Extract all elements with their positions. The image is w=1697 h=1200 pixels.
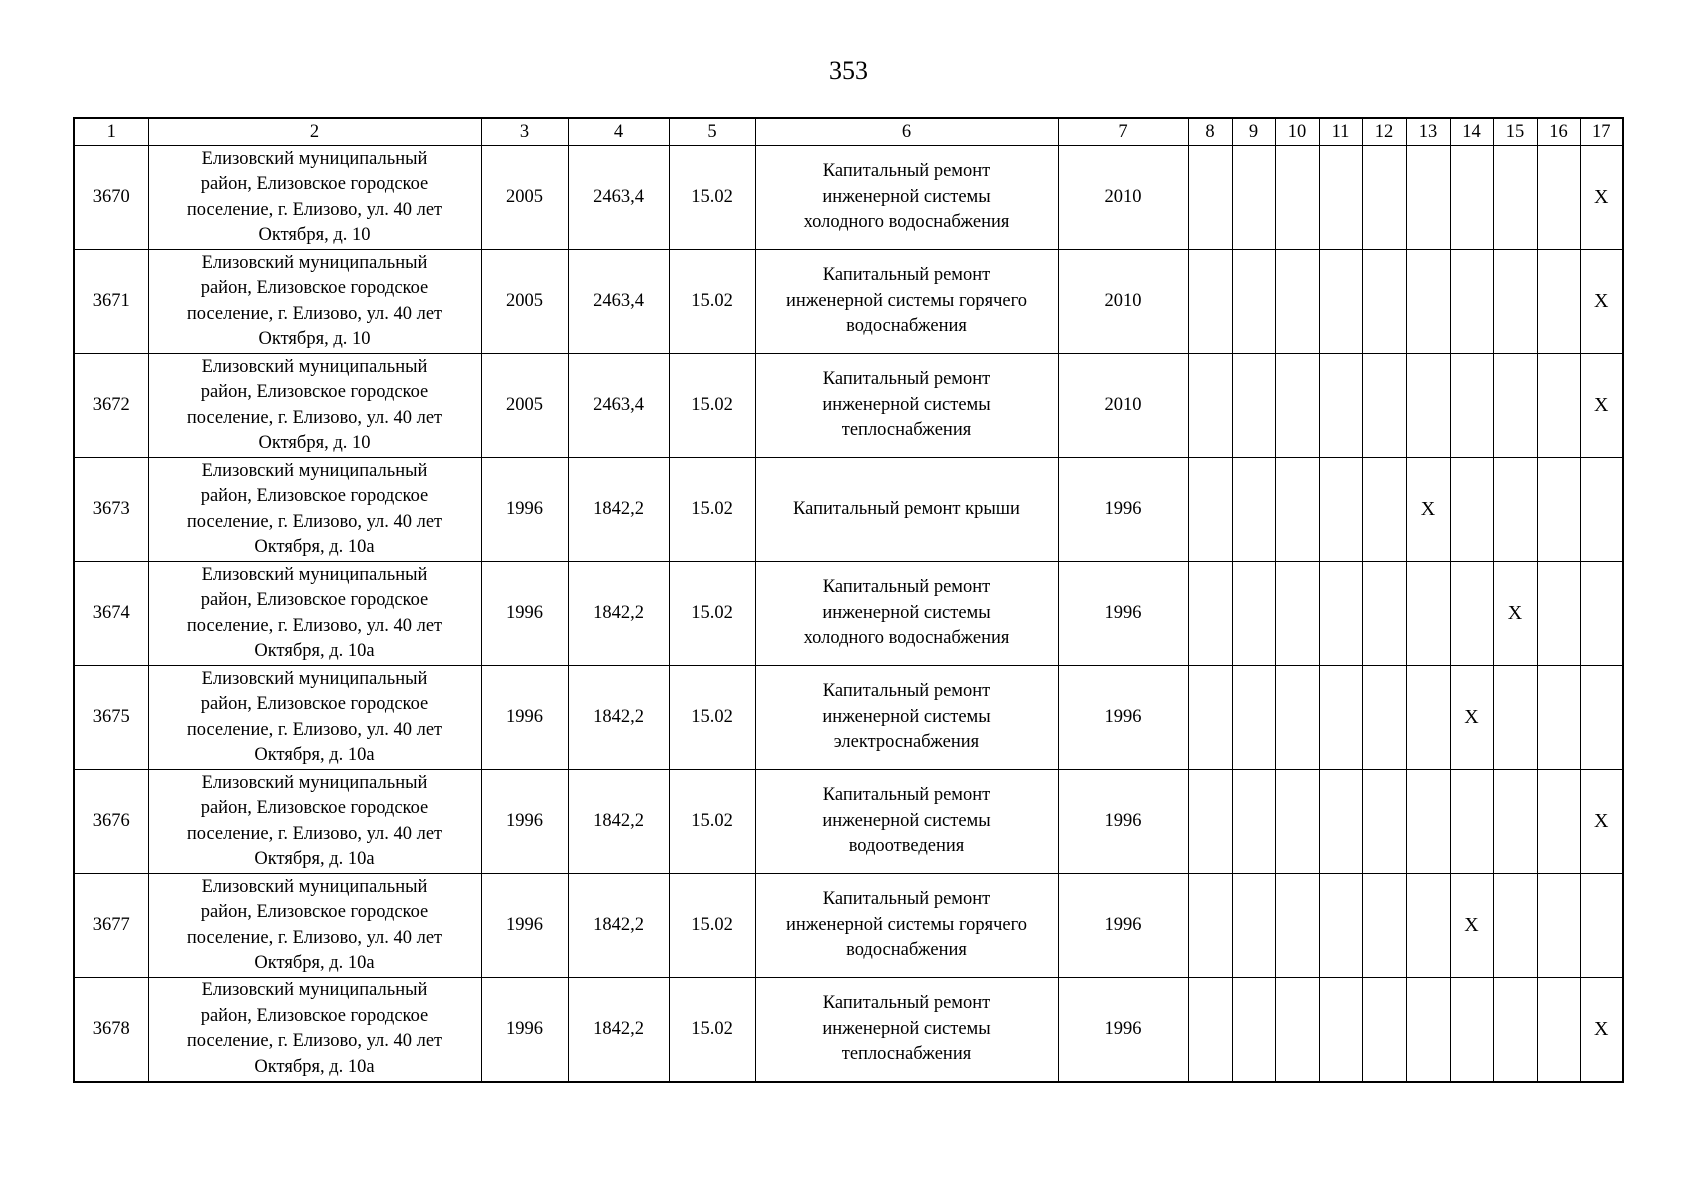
code-cell: 15.02 [669, 666, 755, 770]
mark-cell [1493, 146, 1537, 250]
mark-cell [1537, 146, 1580, 250]
work-year-cell: 1996 [1058, 458, 1188, 562]
address-cell-line: поселение, г. Елизово, ул. 40 лет [186, 407, 443, 428]
mark-cell [1493, 770, 1537, 874]
mark-cell [1406, 770, 1450, 874]
year-built-cell: 1996 [481, 458, 568, 562]
mark-cell: X [1450, 666, 1493, 770]
column-header: 13 [1406, 118, 1450, 146]
area-cell: 1842,2 [568, 458, 669, 562]
column-header: 17 [1580, 118, 1623, 146]
year-built-cell: 1996 [481, 666, 568, 770]
work-type-cell-line: Капитальный ремонт [822, 577, 991, 598]
page-number: 353 [829, 56, 868, 85]
work-year-cell: 2010 [1058, 146, 1188, 250]
mark-cell [1188, 562, 1232, 666]
table-body [74, 146, 1623, 1082]
work-type-cell-line: Капитальный ремонт [822, 785, 991, 806]
mark-cell [1362, 354, 1406, 458]
mark-cell [1537, 874, 1580, 978]
address-cell [148, 146, 481, 250]
address-cell-line: Октября, д. 10 [258, 329, 371, 349]
column-header: 3 [481, 118, 568, 146]
table-row [74, 978, 1623, 1082]
work-type-cell-line: Капитальный ремонт [822, 369, 991, 390]
work-type-cell-line: Капитальный ремонт [822, 681, 991, 702]
address-cell-line: поселение, г. Елизово, ул. 40 лет [186, 1031, 443, 1052]
work-type-cell [755, 354, 1058, 458]
year-built-cell: 2005 [481, 146, 568, 250]
work-type-cell [755, 874, 1058, 978]
address-cell-line: район, Елизовское городское [200, 382, 429, 402]
address-cell [148, 978, 481, 1082]
column-header: 1 [74, 118, 148, 146]
code-cell: 15.02 [669, 978, 755, 1082]
mark-cell [1232, 146, 1275, 250]
mark-cell [1406, 250, 1450, 354]
mark-cell [1537, 458, 1580, 562]
mark-cell [1580, 666, 1623, 770]
row-number-cell: 3677 [74, 874, 148, 978]
row-number-cell: 3671 [74, 250, 148, 354]
table-row [74, 146, 1623, 250]
work-type-cell-line: инженерной системы [822, 602, 991, 623]
mark-cell [1275, 666, 1319, 770]
row-number-cell: 3674 [74, 562, 148, 666]
work-type-cell [755, 562, 1058, 666]
mark-cell [1188, 354, 1232, 458]
mark-cell: X [1580, 978, 1623, 1082]
address-cell-line: район, Елизовское городское [200, 174, 429, 194]
column-header: 16 [1537, 118, 1580, 146]
work-type-cell-line: Капитальный ремонт крыши [793, 498, 1020, 519]
mark-cell: X [1450, 874, 1493, 978]
mark-cell [1188, 666, 1232, 770]
work-type-cell-line: инженерной системы горячего [786, 914, 1027, 935]
mark-cell [1275, 770, 1319, 874]
work-type-cell-line: Капитальный ремонт [822, 993, 991, 1013]
row-number-cell: 3675 [74, 666, 148, 770]
mark-cell [1232, 666, 1275, 770]
row-number-cell: 3670 [74, 146, 148, 250]
column-header: 10 [1275, 118, 1319, 146]
column-header: 2 [148, 118, 481, 146]
mark-cell [1493, 458, 1537, 562]
work-year-cell: 1996 [1058, 562, 1188, 666]
table-row [74, 770, 1623, 874]
mark-cell [1362, 770, 1406, 874]
address-cell-line: Октября, д. 10а [254, 953, 375, 973]
mark-cell [1580, 874, 1623, 978]
mark-cell [1275, 874, 1319, 978]
column-header: 7 [1058, 118, 1188, 146]
address-cell [148, 666, 481, 770]
mark-cell [1450, 562, 1493, 666]
work-type-cell-line: водоотведения [848, 836, 965, 857]
area-cell: 1842,2 [568, 874, 669, 978]
table-row [74, 874, 1623, 978]
work-type-cell-line: Капитальный ремонт [822, 161, 991, 182]
mark-cell [1493, 250, 1537, 354]
mark-cell [1450, 770, 1493, 874]
address-cell [148, 562, 481, 666]
address-cell-line: Октября, д. 10а [254, 641, 375, 661]
mark-cell [1537, 250, 1580, 354]
address-cell-line: Октября, д. 10 [258, 225, 371, 245]
mark-cell [1232, 250, 1275, 354]
work-year-cell: 2010 [1058, 354, 1188, 458]
table-row [74, 666, 1623, 770]
mark-cell [1493, 666, 1537, 770]
mark-cell [1362, 978, 1406, 1082]
mark-cell [1188, 146, 1232, 250]
area-cell: 1842,2 [568, 562, 669, 666]
mark-cell [1188, 874, 1232, 978]
mark-cell [1450, 354, 1493, 458]
mark-cell: X [1580, 354, 1623, 458]
mark-cell [1406, 354, 1450, 458]
year-built-cell: 1996 [481, 978, 568, 1082]
mark-cell [1362, 562, 1406, 666]
mark-cell [1275, 978, 1319, 1082]
year-built-cell: 1996 [481, 874, 568, 978]
column-header: 14 [1450, 118, 1493, 146]
year-built-cell: 2005 [481, 354, 568, 458]
address-cell-line: Октября, д. 10а [254, 849, 375, 869]
mark-cell [1232, 770, 1275, 874]
address-cell-line: поселение, г. Елизово, ул. 40 лет [186, 303, 443, 324]
address-cell-line: Елизовский муниципальный [201, 668, 428, 689]
address-cell-line: Елизовский муниципальный [201, 356, 428, 377]
address-cell-line: район, Елизовское городское [200, 798, 429, 818]
table-row [74, 458, 1623, 562]
work-type-cell-line: инженерной системы [822, 810, 991, 831]
mark-cell [1232, 354, 1275, 458]
mark-cell [1362, 458, 1406, 562]
mark-cell [1319, 250, 1362, 354]
work-type-cell [755, 458, 1058, 562]
code-cell: 15.02 [669, 562, 755, 666]
address-cell-line: поселение, г. Елизово, ул. 40 лет [186, 823, 443, 844]
column-header: 6 [755, 118, 1058, 146]
column-header: 11 [1319, 118, 1362, 146]
address-cell [148, 874, 481, 978]
mark-cell [1188, 250, 1232, 354]
column-header: 15 [1493, 118, 1537, 146]
mark-cell [1362, 250, 1406, 354]
mark-cell [1537, 354, 1580, 458]
mark-cell [1580, 458, 1623, 562]
mark-cell [1319, 978, 1362, 1082]
mark-cell [1406, 978, 1450, 1082]
work-type-cell-line: инженерной системы [822, 706, 991, 727]
mark-cell [1188, 770, 1232, 874]
mark-cell [1493, 874, 1537, 978]
mark-cell [1537, 562, 1580, 666]
mark-cell [1275, 146, 1319, 250]
column-header: 4 [568, 118, 669, 146]
column-header: 8 [1188, 118, 1232, 146]
address-cell-line: поселение, г. Елизово, ул. 40 лет [186, 511, 443, 532]
code-cell: 15.02 [669, 354, 755, 458]
work-type-cell [755, 770, 1058, 874]
year-built-cell: 1996 [481, 770, 568, 874]
mark-cell [1580, 562, 1623, 666]
address-cell-line: район, Елизовское городское [200, 486, 429, 506]
address-cell-line: Елизовский муниципальный [201, 876, 428, 897]
work-type-cell [755, 666, 1058, 770]
table-row [74, 354, 1623, 458]
work-type-cell-line: водоснабжения [846, 940, 967, 961]
mark-cell [1319, 562, 1362, 666]
table-row [74, 562, 1623, 666]
address-cell-line: поселение, г. Елизово, ул. 40 лет [186, 927, 443, 948]
mark-cell [1275, 562, 1319, 666]
row-number-cell: 3672 [74, 354, 148, 458]
year-built-cell: 1996 [481, 562, 568, 666]
mark-cell [1188, 458, 1232, 562]
code-cell: 15.02 [669, 146, 755, 250]
work-type-cell-line: Капитальный ремонт [822, 265, 991, 286]
mark-cell [1537, 770, 1580, 874]
address-cell-line: Елизовский муниципальный [201, 252, 428, 273]
address-cell-line: Октября, д. 10 [258, 433, 371, 453]
mark-cell [1450, 978, 1493, 1082]
table-row [74, 250, 1623, 354]
mark-cell [1232, 978, 1275, 1082]
mark-cell [1319, 146, 1362, 250]
mark-cell [1319, 458, 1362, 562]
column-header: 12 [1362, 118, 1406, 146]
area-cell: 1842,2 [568, 770, 669, 874]
work-year-cell: 1996 [1058, 874, 1188, 978]
row-number-cell: 3676 [74, 770, 148, 874]
address-cell-line: Елизовский муниципальный [201, 148, 428, 169]
address-cell-line: Елизовский муниципальный [201, 564, 428, 585]
work-year-cell: 1996 [1058, 978, 1188, 1082]
mark-cell: X [1580, 250, 1623, 354]
address-cell-line: Елизовский муниципальный [201, 980, 428, 1001]
header-row [74, 118, 1623, 146]
area-cell: 1842,2 [568, 666, 669, 770]
address-cell-line: Елизовский муниципальный [201, 460, 428, 481]
mark-cell [1275, 250, 1319, 354]
address-cell-line: Октября, д. 10а [254, 1056, 375, 1077]
address-cell [148, 458, 481, 562]
work-type-cell-line: электроснабжения [833, 732, 980, 753]
work-type-cell-line: инженерной системы [822, 186, 991, 207]
work-type-cell-line: инженерной системы [822, 394, 991, 415]
mark-cell: X [1580, 146, 1623, 250]
mark-cell [1232, 562, 1275, 666]
mark-cell [1493, 978, 1537, 1082]
work-type-cell-line: холодного водоснабжения [803, 212, 1010, 233]
mark-cell [1406, 562, 1450, 666]
mark-cell [1275, 458, 1319, 562]
work-type-cell [755, 250, 1058, 354]
mark-cell: X [1406, 458, 1450, 562]
mark-cell [1450, 146, 1493, 250]
mark-cell [1537, 978, 1580, 1082]
mark-cell [1362, 666, 1406, 770]
work-year-cell: 2010 [1058, 250, 1188, 354]
area-cell: 2463,4 [568, 146, 669, 250]
mark-cell [1232, 458, 1275, 562]
address-cell-line: поселение, г. Елизово, ул. 40 лет [186, 199, 443, 220]
address-cell [148, 250, 481, 354]
work-type-cell-line: инженерной системы [822, 1018, 991, 1039]
work-type-cell-line: Капитальный ремонт [822, 889, 991, 910]
work-type-cell [755, 146, 1058, 250]
address-cell-line: Октября, д. 10а [254, 745, 375, 765]
code-cell: 15.02 [669, 770, 755, 874]
address-cell-line: район, Елизовское городское [200, 694, 429, 714]
mark-cell [1406, 666, 1450, 770]
mark-cell [1362, 874, 1406, 978]
mark-cell [1450, 250, 1493, 354]
mark-cell [1406, 874, 1450, 978]
work-type-cell [755, 978, 1058, 1082]
row-number-cell: 3678 [74, 978, 148, 1082]
code-cell: 15.02 [669, 250, 755, 354]
work-type-cell-line: теплоснабжения [841, 1044, 972, 1064]
mark-cell [1450, 458, 1493, 562]
mark-cell [1493, 354, 1537, 458]
address-cell-line: район, Елизовское городское [200, 278, 429, 298]
work-type-cell-line: теплоснабжения [841, 420, 972, 441]
code-cell: 15.02 [669, 458, 755, 562]
mark-cell [1362, 146, 1406, 250]
area-cell: 2463,4 [568, 354, 669, 458]
row-number-cell: 3673 [74, 458, 148, 562]
address-cell [148, 354, 481, 458]
mark-cell: X [1493, 562, 1537, 666]
mark-cell: X [1580, 770, 1623, 874]
area-cell: 1842,2 [568, 978, 669, 1082]
mark-cell [1319, 770, 1362, 874]
work-type-cell-line: водоснабжения [846, 316, 967, 337]
address-cell-line: Елизовский муниципальный [201, 772, 428, 793]
mark-cell [1232, 874, 1275, 978]
area-cell: 2463,4 [568, 250, 669, 354]
address-cell-line: район, Елизовское городское [200, 1005, 429, 1026]
address-cell-line: район, Елизовское городское [200, 590, 429, 610]
address-cell-line: Октября, д. 10а [254, 537, 375, 557]
address-cell-line: поселение, г. Елизово, ул. 40 лет [186, 615, 443, 636]
work-type-cell-line: инженерной системы горячего [786, 290, 1027, 311]
address-cell-line: поселение, г. Елизово, ул. 40 лет [186, 719, 443, 740]
mark-cell [1319, 874, 1362, 978]
mark-cell [1537, 666, 1580, 770]
work-type-cell-line: холодного водоснабжения [803, 628, 1010, 649]
column-header: 9 [1232, 118, 1275, 146]
mark-cell [1275, 354, 1319, 458]
mark-cell [1319, 354, 1362, 458]
address-cell-line: район, Елизовское городское [200, 902, 429, 922]
address-cell [148, 770, 481, 874]
mark-cell [1319, 666, 1362, 770]
code-cell: 15.02 [669, 874, 755, 978]
registry-table [73, 117, 1624, 1083]
mark-cell [1406, 146, 1450, 250]
column-header: 5 [669, 118, 755, 146]
work-year-cell: 1996 [1058, 770, 1188, 874]
work-year-cell: 1996 [1058, 666, 1188, 770]
year-built-cell: 2005 [481, 250, 568, 354]
mark-cell [1188, 978, 1232, 1082]
